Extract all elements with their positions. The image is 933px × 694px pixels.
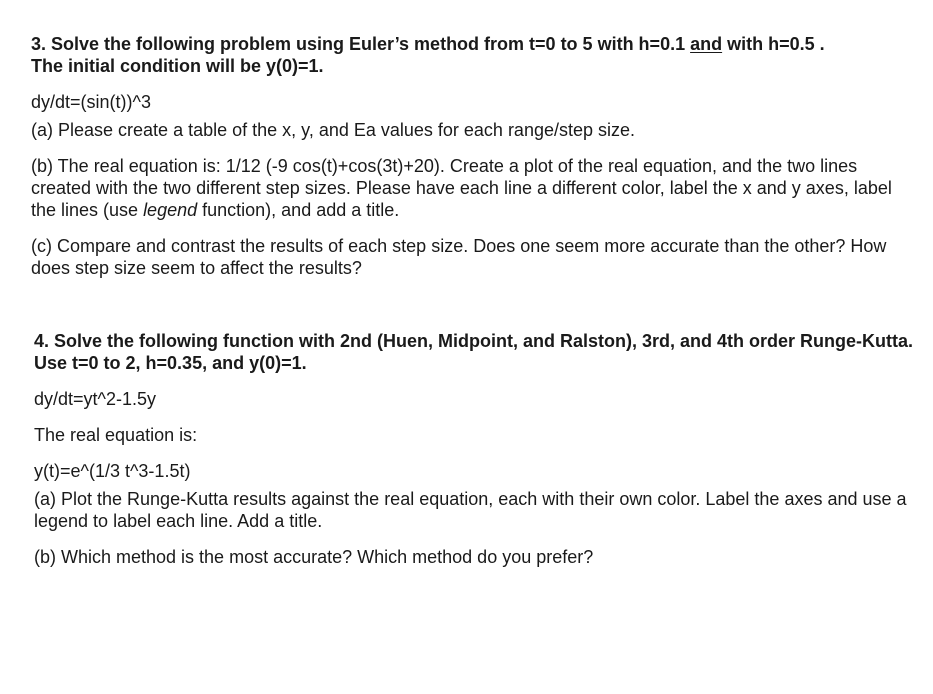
problem-4-part-a: (a) Plot the Runge-Kutta results against the real equation, each with their own color. Label the axes and use a legend to label each line. Add a title. — [34, 489, 907, 531]
problem-3-part-b — [31, 155, 921, 221]
initial-condition: The initial condition will be y(0)=1. — [31, 56, 324, 76]
problem-3-equation: dy/dt=(sin(t))^3 — [31, 92, 151, 112]
part-b-text-end: function), and add a title. — [197, 200, 400, 220]
problem-3-heading — [31, 33, 921, 77]
problem-4-equation: dy/dt=yt^2-1.5y — [34, 389, 157, 409]
problem-3-part-a: (a) Please create a table of the x, y, and Ea values for each range/step size. — [31, 120, 636, 140]
heading-text: 3. Solve the following problem using Euler’s method from t=0 to 5 with h=0.1 — [31, 34, 691, 54]
problem-4-real-equation: y(t)=e^(1/3 t^3-1.5t) — [34, 461, 191, 481]
legend-keyword: legend — [143, 200, 198, 220]
heading-text-end: with h=0.5 . — [722, 34, 825, 54]
problem-4 — [34, 330, 914, 568]
problem-3 — [31, 33, 921, 279]
part-b-text: (b) The real equation is: 1/12 (-9 cos(t)+cos(3t)+20). Create a plot of the real equation, and the two lines created with the two different step sizes. Please have each line a different color, label the x and y axes, label the lines (use — [31, 156, 892, 220]
underlined-and: and — [690, 34, 723, 54]
problem-3-part-c: (c) Compare and contrast the results of each step size. Does one seem more accurate than the other? How does step size seem to affect the results? — [31, 236, 887, 278]
problem-4-part-b: (b) Which method is the most accurate? Which method do you prefer? — [34, 547, 594, 567]
problem-4-real-label: The real equation is: — [34, 425, 198, 445]
problem-4-heading: 4. Solve the following function with 2nd (Huen, Midpoint, and Ralston), 3rd, and 4th order Runge-Kutta. Use t=0 to 2, h=0.35, and y(0)=1. — [34, 331, 913, 373]
